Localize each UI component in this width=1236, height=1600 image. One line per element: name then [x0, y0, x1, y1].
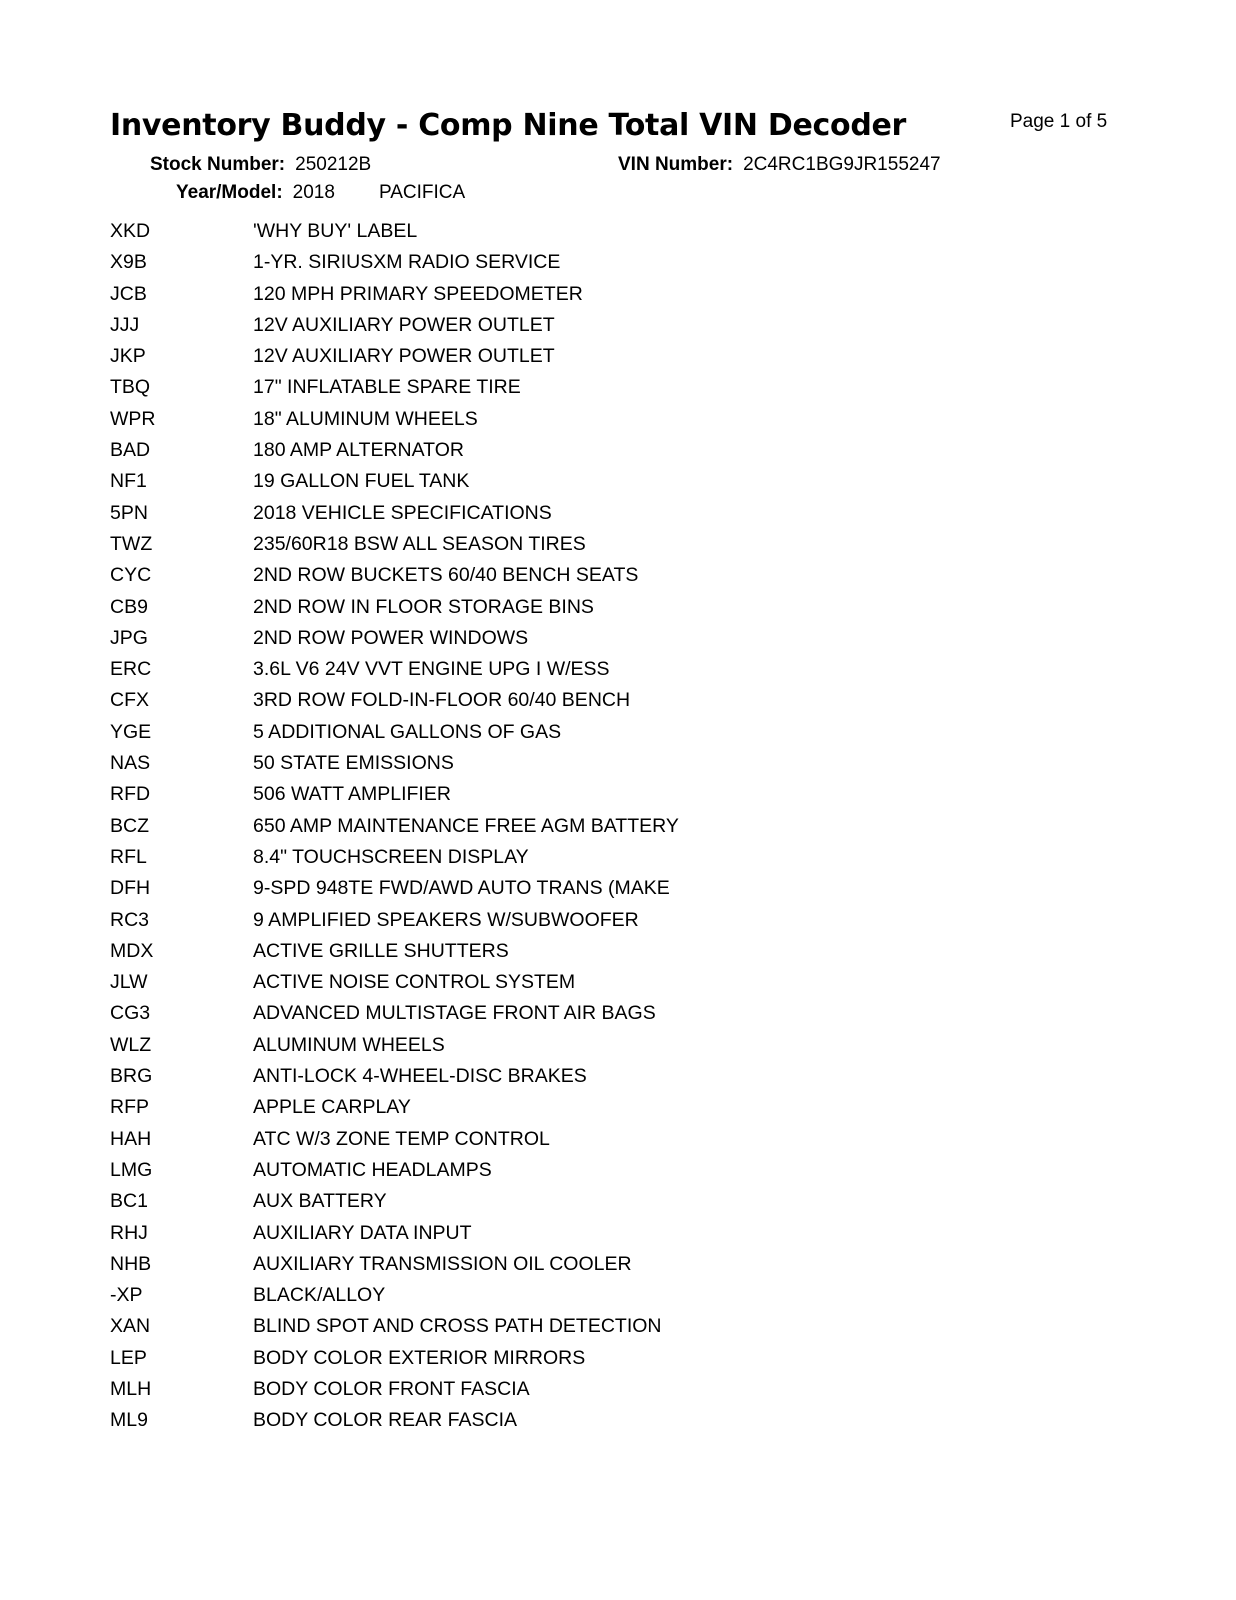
option-description: 50 STATE EMISSIONS — [253, 752, 454, 775]
option-row — [110, 1000, 1010, 1031]
option-code: RHJ — [110, 1221, 148, 1244]
option-description: 2ND ROW IN FLOOR STORAGE BINS — [253, 595, 594, 618]
option-code-list — [110, 218, 1010, 1439]
option-row — [110, 406, 1010, 437]
option-description: 2018 VEHICLE SPECIFICATIONS — [253, 501, 552, 524]
option-code: BAD — [110, 439, 151, 462]
option-code: JLW — [110, 971, 148, 994]
year-model-field — [176, 182, 465, 204]
option-code: RFL — [110, 845, 147, 868]
option-row — [110, 1188, 1010, 1219]
option-description: 3RD ROW FOLD-IN-FLOOR 60/40 BENCH — [253, 689, 631, 712]
option-code: CFX — [110, 689, 149, 712]
option-code: LEP — [110, 1346, 147, 1369]
option-code: WPR — [110, 407, 156, 430]
option-row — [110, 656, 1010, 687]
option-row — [110, 500, 1010, 531]
option-description: 2ND ROW BUCKETS 60/40 BENCH SEATS — [253, 564, 639, 587]
option-code: XKD — [110, 220, 151, 242]
option-description: 235/60R18 BSW ALL SEASON TIRES — [253, 532, 586, 555]
option-code: -XP — [110, 1284, 143, 1307]
option-row — [110, 374, 1010, 405]
option-description: 3.6L V6 24V VVT ENGINE UPG I W/ESS — [253, 658, 610, 681]
option-code: WLZ — [110, 1033, 152, 1056]
option-code: NF1 — [110, 470, 147, 493]
option-code: BCZ — [110, 814, 149, 837]
option-code: 5PN — [110, 501, 148, 524]
option-row — [110, 1282, 1010, 1313]
option-description: ADVANCED MULTISTAGE FRONT AIR BAGS — [253, 1002, 656, 1025]
option-description: 120 MPH PRIMARY SPEEDOMETER — [253, 282, 583, 305]
stock-number-field — [150, 154, 371, 176]
option-row — [110, 750, 1010, 781]
option-row — [110, 281, 1010, 312]
vin-number-field — [618, 154, 941, 176]
vin-number-label: VIN Number: — [618, 154, 734, 175]
option-row — [110, 437, 1010, 468]
option-code: NHB — [110, 1252, 152, 1275]
option-code: TBQ — [110, 376, 151, 399]
option-code: NAS — [110, 752, 151, 775]
option-description: ACTIVE NOISE CONTROL SYSTEM — [253, 971, 576, 994]
option-code: XAN — [110, 1315, 151, 1338]
option-code: TWZ — [110, 532, 153, 555]
option-code: JCB — [110, 282, 147, 305]
option-row — [110, 312, 1010, 343]
option-description: 9-SPD 948TE FWD/AWD AUTO TRANS (MAKE — [253, 877, 670, 900]
option-code: CB9 — [110, 595, 148, 618]
option-row — [110, 1376, 1010, 1407]
model-value: PACIFICA — [378, 182, 466, 203]
option-code: JPG — [110, 626, 148, 649]
option-description: AUX BATTERY — [253, 1190, 387, 1213]
option-description: 180 AMP ALTERNATOR — [253, 439, 464, 462]
option-description: ACTIVE GRILLE SHUTTERS — [253, 939, 509, 962]
option-description: 1-YR. SIRIUSXM RADIO SERVICE — [253, 251, 561, 274]
option-code: DFH — [110, 877, 151, 900]
option-code: CG3 — [110, 1002, 151, 1025]
option-description: 506 WATT AMPLIFIER — [253, 783, 451, 806]
option-row — [110, 1313, 1010, 1344]
option-row — [110, 594, 1010, 625]
option-description: 8.4" TOUCHSCREEN DISPLAY — [253, 845, 529, 868]
option-row — [110, 813, 1010, 844]
option-row — [110, 468, 1010, 499]
option-code: BRG — [110, 1065, 153, 1088]
option-code: JJJ — [110, 313, 140, 336]
option-row — [110, 1126, 1010, 1157]
vin-number-value: 2C4RC1BG9JR155247 — [743, 154, 941, 175]
option-description: APPLE CARPLAY — [253, 1096, 411, 1119]
option-code: RFD — [110, 783, 151, 806]
option-row — [110, 343, 1010, 374]
option-code: ML9 — [110, 1409, 148, 1432]
option-description: ALUMINUM WHEELS — [253, 1033, 445, 1056]
option-description: AUTOMATIC HEADLAMPS — [253, 1158, 492, 1181]
option-row — [110, 1407, 1010, 1438]
option-description: BLACK/ALLOY — [253, 1284, 386, 1307]
option-description: 18" ALUMINUM WHEELS — [253, 407, 478, 430]
option-description: BODY COLOR EXTERIOR MIRRORS — [253, 1346, 586, 1369]
option-description: AUXILIARY DATA INPUT — [253, 1221, 472, 1244]
page-title: Inventory Buddy - Comp Nine Total VIN Decoder — [110, 108, 907, 143]
option-row — [110, 1063, 1010, 1094]
option-code: MDX — [110, 939, 154, 962]
option-row — [110, 531, 1010, 562]
option-description: 650 AMP MAINTENANCE FREE AGM BATTERY — [253, 814, 679, 837]
option-code: MLH — [110, 1377, 152, 1400]
option-code: JKP — [110, 345, 146, 368]
option-description: 9 AMPLIFIED SPEAKERS W/SUBWOOFER — [253, 908, 639, 931]
option-row — [110, 844, 1010, 875]
option-description: 12V AUXILIARY POWER OUTLET — [253, 345, 555, 368]
option-row — [110, 625, 1010, 656]
option-row — [110, 875, 1010, 906]
option-description: BLIND SPOT AND CROSS PATH DETECTION — [253, 1315, 662, 1338]
option-row — [110, 1094, 1010, 1125]
option-row — [110, 719, 1010, 750]
option-description: BODY COLOR REAR FASCIA — [253, 1409, 518, 1432]
option-code: HAH — [110, 1127, 152, 1150]
option-row — [110, 249, 1010, 280]
option-description: ATC W/3 ZONE TEMP CONTROL — [253, 1127, 550, 1150]
option-description: 5 ADDITIONAL GALLONS OF GAS — [253, 720, 562, 743]
option-code: ERC — [110, 658, 152, 681]
option-code: CYC — [110, 564, 152, 587]
year-model-label: Year/Model: — [176, 182, 283, 203]
stock-number-label: Stock Number: — [150, 154, 286, 175]
option-row — [110, 907, 1010, 938]
option-row — [110, 1032, 1010, 1063]
option-code: RC3 — [110, 908, 150, 931]
option-row — [110, 781, 1010, 812]
option-row — [110, 1345, 1010, 1376]
year-value: 2018 — [292, 182, 335, 203]
option-description: BODY COLOR FRONT FASCIA — [253, 1377, 530, 1400]
option-row — [110, 687, 1010, 718]
option-description: 2ND ROW POWER WINDOWS — [253, 626, 529, 649]
option-row — [110, 938, 1010, 969]
option-description: AUXILIARY TRANSMISSION OIL COOLER — [253, 1252, 632, 1275]
option-row — [110, 969, 1010, 1000]
option-code: RFP — [110, 1096, 149, 1119]
option-row — [110, 218, 1010, 249]
stock-number-value: 250212B — [295, 154, 372, 175]
option-row — [110, 1251, 1010, 1282]
option-description: 19 GALLON FUEL TANK — [253, 470, 470, 493]
option-row — [110, 1220, 1010, 1251]
option-code: LMG — [110, 1158, 153, 1181]
option-description: ANTI-LOCK 4-WHEEL-DISC BRAKES — [253, 1065, 587, 1088]
option-row — [110, 562, 1010, 593]
option-row — [110, 1157, 1010, 1188]
option-description: 12V AUXILIARY POWER OUTLET — [253, 313, 555, 336]
option-description: 'WHY BUY' LABEL — [253, 220, 418, 242]
option-code: YGE — [110, 720, 152, 743]
option-code: X9B — [110, 251, 147, 274]
option-description: 17" INFLATABLE SPARE TIRE — [253, 376, 521, 399]
option-code: BC1 — [110, 1190, 148, 1213]
page-number: Page 1 of 5 — [1010, 111, 1108, 132]
